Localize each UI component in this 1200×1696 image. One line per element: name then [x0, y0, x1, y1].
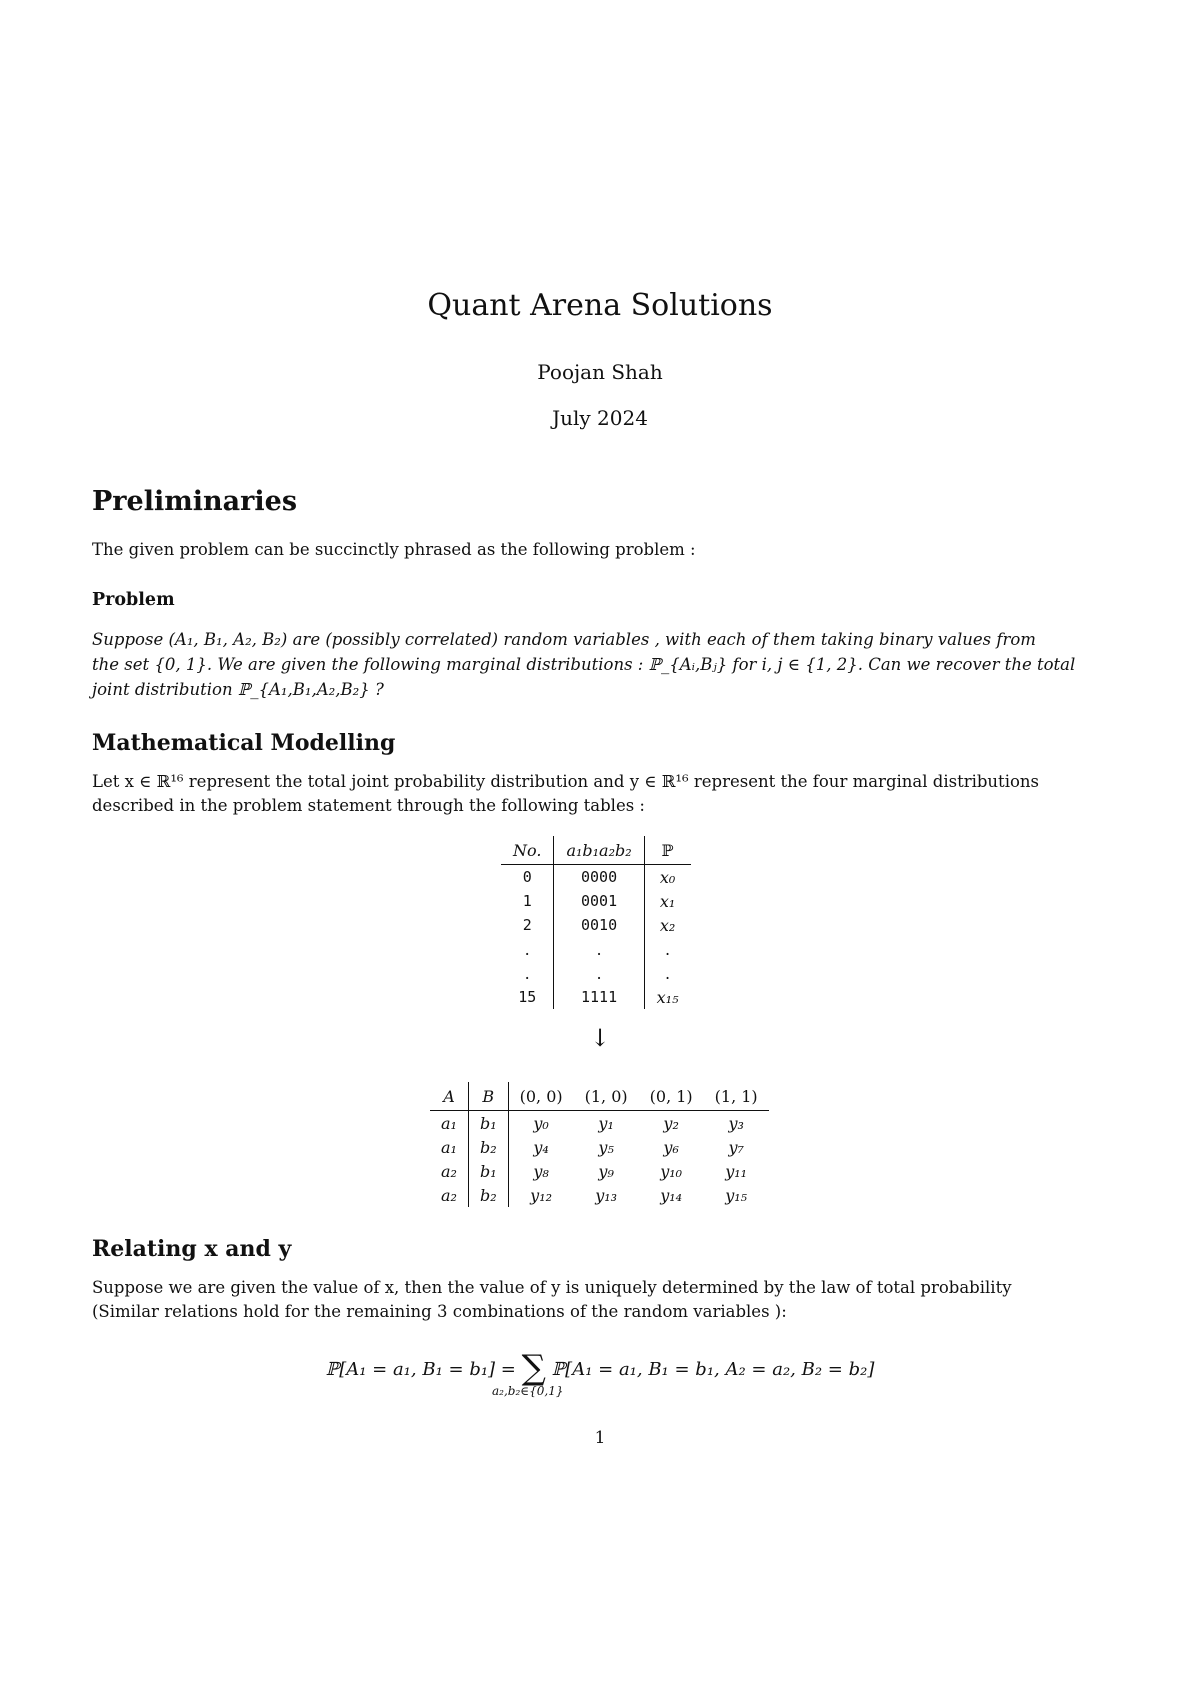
down-arrow-icon: ↓ — [590, 1024, 611, 1052]
table-cell: y₉ — [598, 1161, 614, 1181]
relating-line-1: Suppose we are given the value of x, then the value of y is uniquely determined by the law of total probability — [92, 1278, 1012, 1297]
section-heading-preliminaries: Preliminaries — [92, 486, 298, 517]
table-row — [501, 889, 691, 913]
table-row — [430, 1159, 769, 1183]
table-cell: b₁ — [468, 1111, 508, 1136]
table-cell: y₁₃ — [595, 1185, 618, 1205]
table-cell: x₁₅ — [656, 987, 679, 1007]
table-cell: y₀ — [533, 1113, 549, 1133]
table-cell: y₁₂ — [530, 1185, 553, 1205]
table-cell: y₁₅ — [725, 1185, 748, 1205]
table-cell: y₆ — [663, 1137, 679, 1157]
table-cell: a₂ — [430, 1183, 468, 1207]
table-header-cell: (1, 0) — [574, 1082, 639, 1111]
table-header-cell: B — [468, 1082, 508, 1111]
table-cell: y₂ — [663, 1113, 679, 1133]
table-row — [501, 937, 691, 961]
table-row — [430, 1183, 769, 1207]
table-cell: y₁₀ — [660, 1161, 683, 1181]
problem-statement-line-2: the set {0, 1}. We are given the following marginal distributions : ℙ_{Aᵢ,Bⱼ} for i, j ∈ {1, 2}. Can we recover the total — [92, 655, 1076, 674]
table-cell: 0000 — [554, 865, 644, 890]
table-header-cell: ℙ — [644, 836, 690, 865]
table-cell: . — [501, 961, 554, 985]
table-cell: a₂ — [430, 1159, 468, 1183]
modelling-line-1: Let x ∈ ℝ¹⁶ represent the total joint probability distribution and y ∈ ℝ¹⁶ represent the four marginal distributions — [92, 772, 1039, 791]
table-row — [501, 913, 691, 937]
table-cell: . — [665, 963, 671, 983]
table-header-cell: (0, 0) — [508, 1082, 574, 1111]
author-name: Poojan Shah — [537, 360, 663, 384]
joint-distribution-table — [501, 836, 691, 1009]
table-cell: y₁ — [598, 1113, 614, 1133]
table-cell: 15 — [501, 985, 554, 1009]
table-cell: 0001 — [554, 889, 644, 913]
table-row — [501, 865, 691, 890]
intro-paragraph: The given problem can be succinctly phrased as the following problem : — [92, 540, 696, 559]
table-cell: y₁₄ — [660, 1185, 683, 1205]
table-cell: y₁₁ — [725, 1161, 748, 1181]
total-probability-equation — [0, 1344, 1200, 1388]
table-row — [501, 961, 691, 985]
table-cell: a₁ — [430, 1111, 468, 1136]
table-cell: y₇ — [728, 1137, 744, 1157]
section-heading-modelling: Mathematical Modelling — [92, 730, 396, 756]
table-cell: a₁ — [430, 1135, 468, 1159]
table-cell: y₈ — [533, 1161, 549, 1181]
table-header-row — [430, 1082, 769, 1111]
table-cell: 0010 — [554, 913, 644, 937]
table-header-cell: a₁b₁a₂b₂ — [554, 836, 644, 865]
relating-line-2: (Similar relations hold for the remaining 3 combinations of the random variables ): — [92, 1302, 787, 1321]
equation-rhs: ℙ[A₁ = a₁, B₁ = b₁, A₂ = a₂, B₂ = b₂] — [551, 1359, 875, 1380]
table-cell: . — [501, 937, 554, 961]
table-cell: 2 — [501, 913, 554, 937]
problem-statement-line-1: Suppose (A₁, B₁, A₂, B₂) are (possibly correlated) random variables , with each of them taking binary values from — [92, 630, 1036, 649]
table-cell: y₃ — [728, 1113, 744, 1133]
table-header-cell: (1, 1) — [704, 1082, 769, 1111]
table-cell: x₂ — [659, 915, 676, 935]
modelling-paragraph — [92, 770, 1114, 818]
table-cell: 1111 — [554, 985, 644, 1009]
table-cell: y₅ — [598, 1137, 614, 1157]
problem-heading: Problem — [92, 590, 175, 610]
relating-paragraph — [92, 1276, 1114, 1324]
summation-subscript: a₂,b₂∈{0,1} — [492, 1384, 564, 1398]
page-number: 1 — [594, 1428, 606, 1448]
table-row — [430, 1111, 769, 1136]
document-title: Quant Arena Solutions — [427, 288, 773, 323]
problem-statement — [92, 627, 1114, 702]
document-date: July 2024 — [552, 406, 648, 430]
table-cell: . — [554, 961, 644, 985]
marginal-distribution-table — [430, 1082, 769, 1207]
table-cell: . — [665, 939, 671, 959]
table-header-cell: (0, 1) — [639, 1082, 704, 1111]
table-header-cell: A — [430, 1082, 468, 1111]
problem-statement-line-3: joint distribution ℙ_{A₁,B₁,A₂,B₂} ? — [92, 680, 384, 699]
table-header-cell: No. — [501, 836, 554, 865]
summation-symbol: ∑ — [521, 1348, 546, 1388]
table-cell: x₁ — [659, 891, 676, 911]
section-heading-relating: Relating x and y — [92, 1236, 292, 1262]
table-cell: b₂ — [468, 1135, 508, 1159]
equation-lhs: ℙ[A₁ = a₁, B₁ = b₁] = — [325, 1359, 516, 1380]
table-cell: 0 — [501, 865, 554, 890]
table-cell: . — [554, 937, 644, 961]
table-cell: x₀ — [659, 867, 676, 887]
modelling-line-2: described in the problem statement through the following tables : — [92, 796, 645, 815]
table-cell: b₁ — [468, 1159, 508, 1183]
table-cell: b₂ — [468, 1183, 508, 1207]
table-row — [430, 1135, 769, 1159]
table-cell: 1 — [501, 889, 554, 913]
table-row — [501, 985, 691, 1009]
table-cell: y₄ — [533, 1137, 549, 1157]
table-header-row — [501, 836, 691, 865]
